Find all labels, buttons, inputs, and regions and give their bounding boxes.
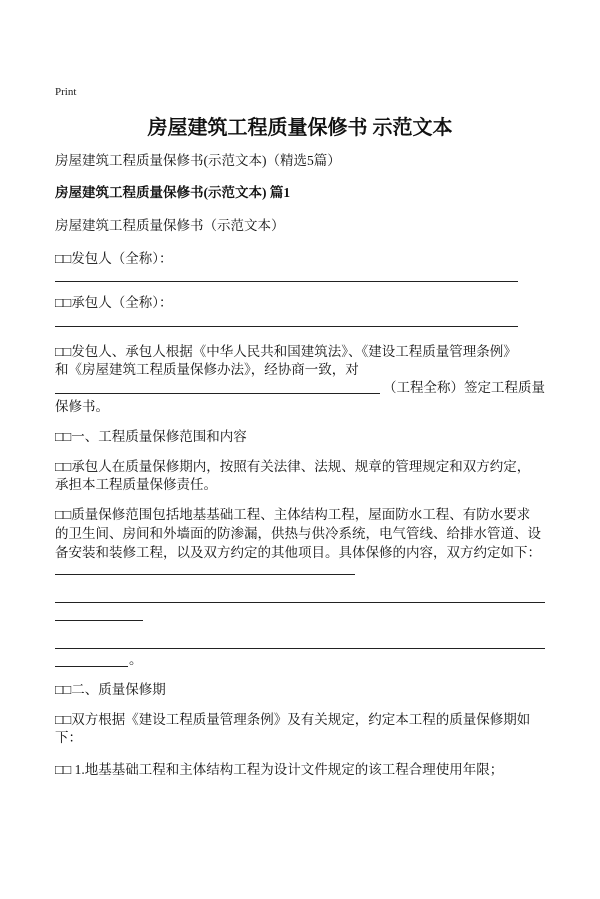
section1-para2-line: 的卫生间、房间和外墙面的防渗漏，供热与供冷系统，电气管线、给排水管道、设 [55, 526, 541, 541]
document-subtitle: 房屋建筑工程质量保修书(示范文本)（精选5篇） [55, 153, 341, 168]
contractor-label: □□承包人（全称）： [55, 295, 173, 310]
section1-title: □□一、工程质量保修范围和内容 [55, 429, 247, 444]
section1-para2-line: □□质量保修范围包括地基基础工程、主体结构工程，屋面防水工程、有防水要求 [55, 507, 531, 522]
scope-blank-line [55, 602, 545, 603]
agreement-line-1: □□发包人、承包人根据《中华人民共和国建筑法》、《建设工程质量管理条例》 [55, 344, 517, 359]
section2-para1-line: □□双方根据《建设工程质量管理条例》及有关规定，约定本工程的质量保修期如 [55, 712, 531, 727]
print-label: Print [55, 86, 77, 98]
agreement-line-4: 保修书。 [55, 399, 109, 414]
project-name-blank-line [55, 393, 380, 394]
employer-blank-line [55, 281, 518, 282]
document-name: 房屋建筑工程质量保修书（示范文本） [55, 218, 285, 233]
section1-para1-line: □□承包人在质量保修期内，按照有关法律、法规、规章的管理规定和双方约定， [55, 459, 531, 474]
contractor-blank-line [55, 326, 518, 327]
section1-para2-line: 备安装和装修工程，以及双方约定的其他项目。具体保修的内容，双方约定如下： [55, 545, 541, 560]
agreement-line-2: 和《房屋建筑工程质量保修办法》，经协商一致，对 [55, 362, 359, 377]
section2-title: □□二、质量保修期 [55, 682, 166, 697]
document-title: 房屋建筑工程质量保修书 示范文本 [147, 117, 453, 139]
section-heading: 房屋建筑工程质量保修书(示范文本) 篇1 [55, 185, 291, 200]
scope-blank-line [55, 620, 143, 621]
scope-end-mark: 。 [129, 652, 143, 667]
scope-blank-line [55, 648, 545, 649]
scope-blank-line [55, 574, 355, 575]
employer-label: □□发包人（全称）： [55, 251, 173, 266]
agreement-line-3: （工程全称）签定工程质量 [383, 380, 545, 395]
section1-para1-line: 承担本工程质量保修责任。 [55, 477, 217, 492]
section2-para1-line: 下： [55, 730, 82, 745]
section2-item-1: □□ 1.地基基础工程和主体结构工程为设计文件规定的该工程合理使用年限； [55, 762, 504, 777]
scope-blank-line [55, 666, 128, 667]
